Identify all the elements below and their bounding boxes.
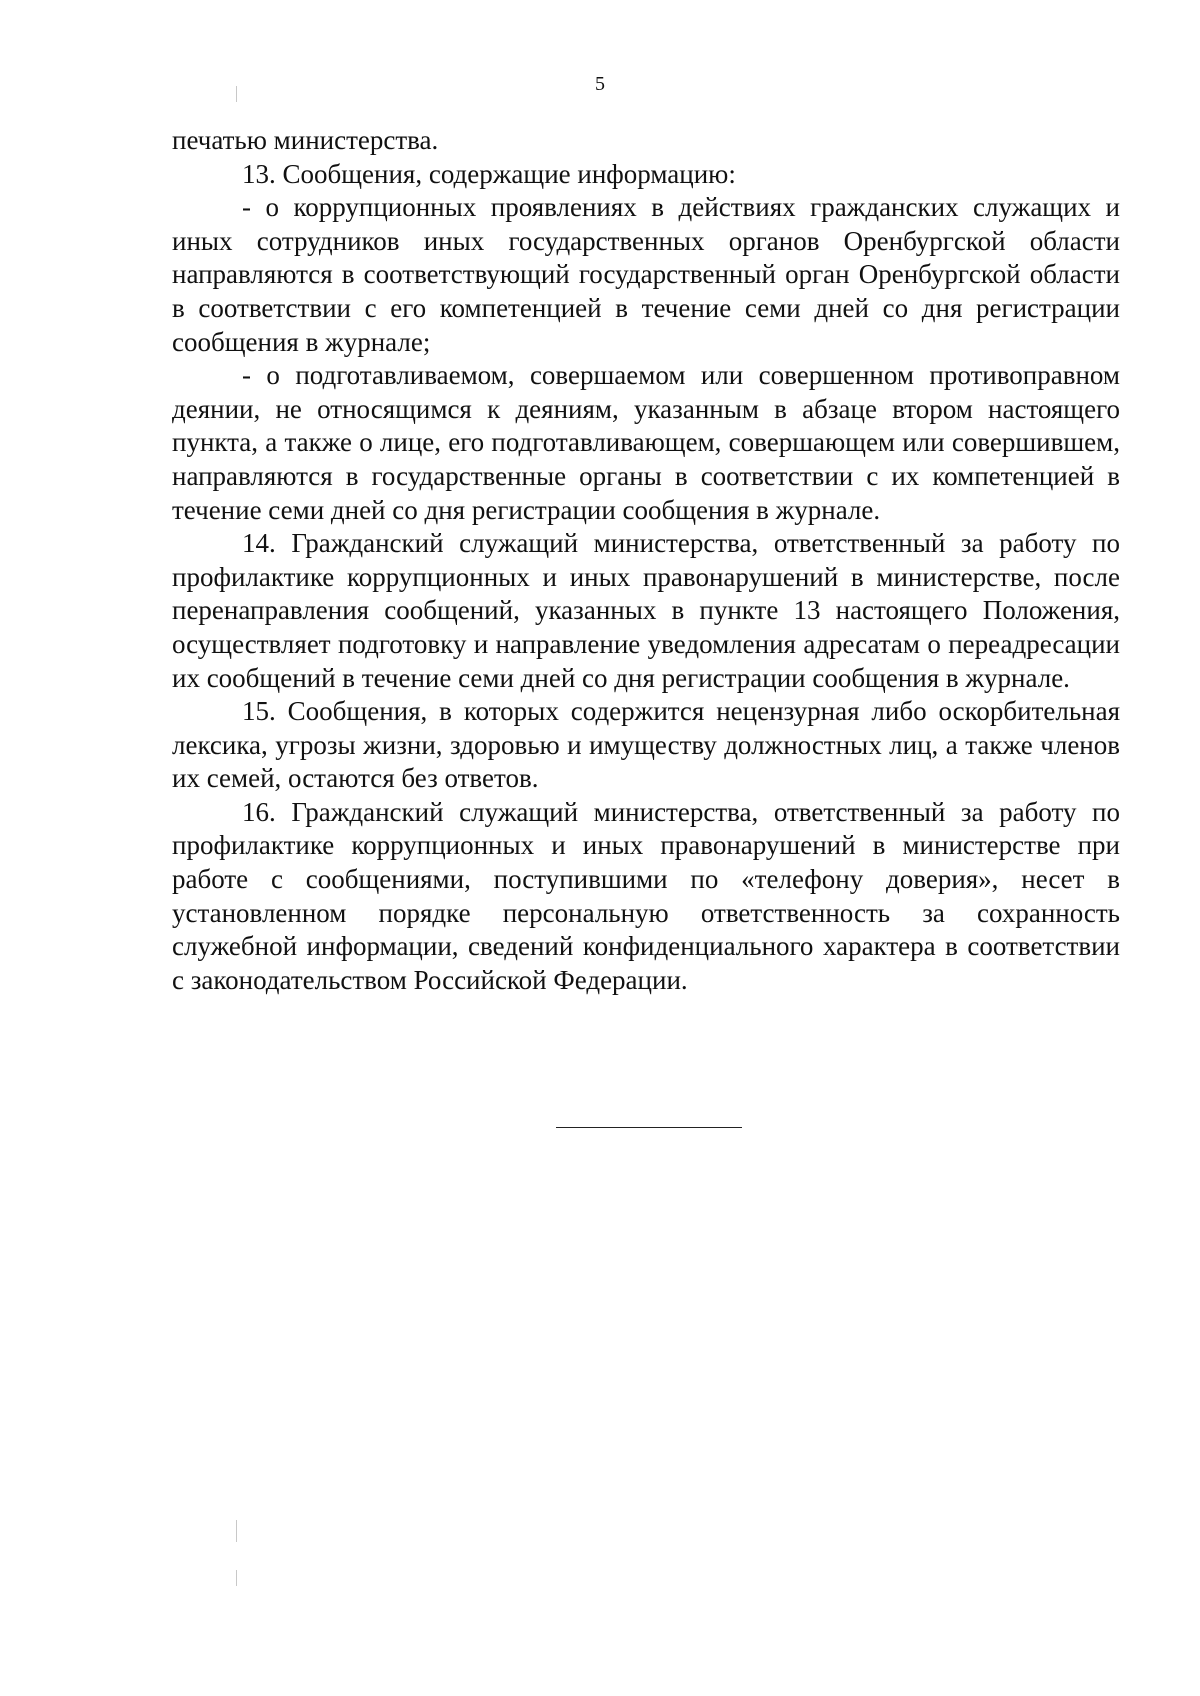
paragraph-item-13-dash-2: - о подготавливаемом, совершаемом или совершенном противоправном деянии, не относящимся к деяниям, указанным в абзаце втором настоящего пункта, а также о лице, его подготавливающем, совершающем или совершившем, направляются в государственные органы в соответствии с их компетенцией в течение семи дней со дня регистрации сообщения в журнале. — [172, 360, 1120, 525]
scan-artifact — [236, 1570, 237, 1586]
paragraph-item-15: 15. Сообщения, в которых содержится нецензурная либо оскорбительная лексика, угрозы жизни, здоровью и имуществу должностных лиц, а также членов их семей, остаются без ответов. — [172, 696, 1120, 794]
end-of-document-rule — [556, 1127, 742, 1128]
page-number: 5 — [595, 73, 605, 95]
paragraph-item-13: 13. Сообщения, содержащие информацию: — [242, 158, 736, 189]
paragraph-continuation: печатью министерства. — [172, 125, 439, 155]
scan-artifact — [236, 1520, 237, 1542]
paragraph-item-16: 16. Гражданский служащий министерства, ответственный за работу по профилактике коррупционных и иных правонарушений в министерстве при работе с сообщениями, поступившими по «телефону доверия», несет в установленном порядке персональную ответственность за сохранность служебной информации, сведений конфиденциального характера в соответствии с законодательством Российской Федерации. — [172, 796, 1120, 995]
scan-artifact — [236, 86, 237, 102]
paragraph-item-14: 14. Гражданский служащий министерства, ответственный за работу по профилактике коррупционных и иных правонарушений в министерстве, после перенаправления сообщений, указанных в пункте 13 настоящего Положения, осуществляет подготовку и направление уведомления адресатам о переадресации их сообщений в течение семи дней со дня регистрации сообщения в журнале. — [172, 528, 1120, 693]
paragraph-item-13-dash-1: - о коррупционных проявлениях в действиях гражданских служащих и иных сотрудников иных государственных органов Оренбургской области направляются в соответствующий государственный орган Оренбургской области в соответствии с его компетенцией в течение семи дней со дня регистрации сообщения в журнале; — [172, 192, 1120, 357]
document-body — [172, 124, 1120, 997]
